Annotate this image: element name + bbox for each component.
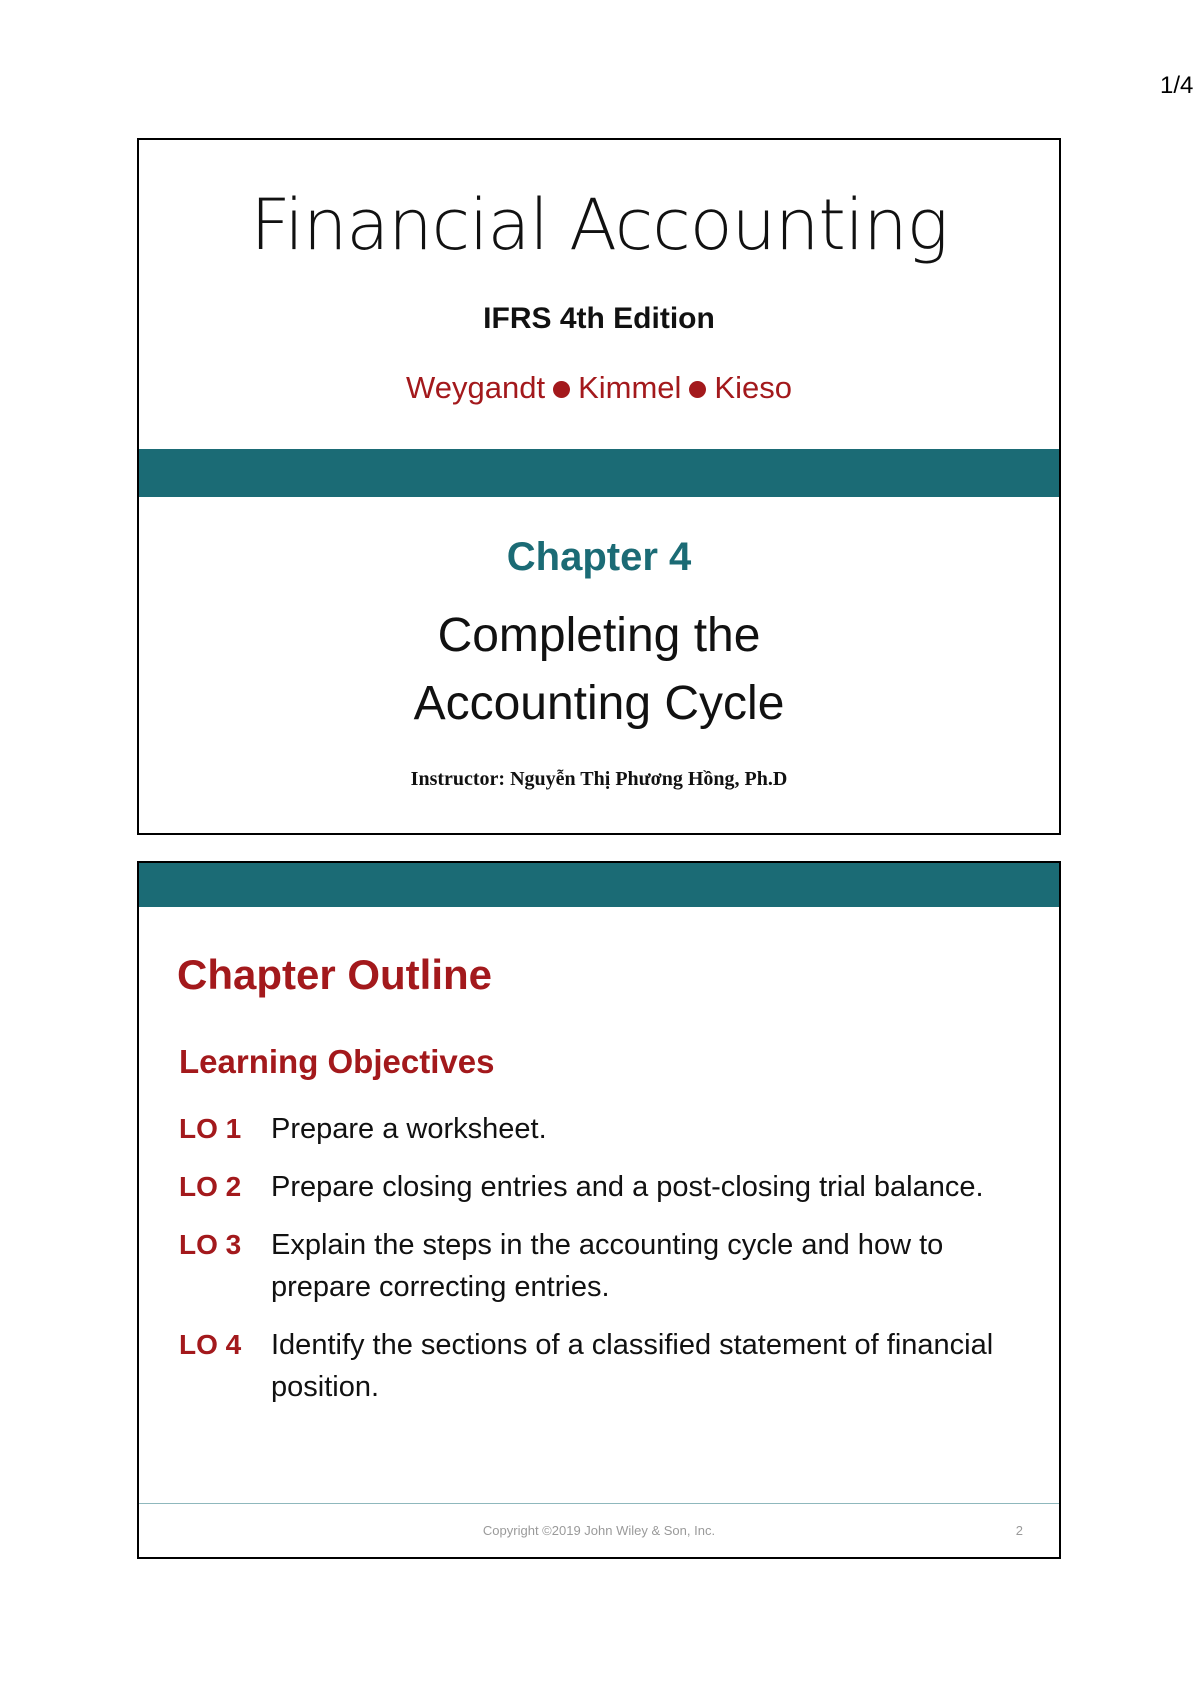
chapter-title (139, 602, 1059, 738)
bullet-dot-icon (553, 381, 570, 398)
objective-text: Prepare closing entries and a post-closing trial balance. (271, 1171, 984, 1203)
slide-heading: Chapter Outline (177, 951, 493, 998)
chapter-title-line: Accounting Cycle (413, 677, 785, 730)
list-item (179, 1224, 999, 1308)
list-item (179, 1166, 999, 1208)
objective-code: LO 2 (179, 1171, 242, 1202)
objective-code: LO 3 (179, 1229, 242, 1260)
author-name: Kimmel (578, 370, 682, 405)
page-number: 1/4 (1160, 72, 1194, 99)
author-name: Kieso (714, 370, 792, 405)
bullet-dot-icon (689, 381, 706, 398)
footer-divider (139, 1503, 1059, 1504)
objective-text: Prepare a worksheet. (271, 1113, 547, 1145)
instructor-line: Instructor: Nguyễn Thị Phương Hồng, Ph.D (410, 768, 788, 790)
title-slide (137, 138, 1061, 835)
chapter-title-line: Completing the (437, 609, 761, 662)
title-divider-band (139, 449, 1059, 497)
outline-slide (137, 861, 1061, 1559)
author-name: Weygandt (406, 370, 546, 405)
objective-code: LO 1 (179, 1113, 242, 1144)
objective-text: Explain the steps in the accounting cycle and how to prepare correcting entries. (271, 1229, 944, 1303)
objective-code: LO 4 (179, 1329, 242, 1360)
learning-objectives-list (179, 1108, 999, 1424)
list-item (179, 1108, 999, 1150)
slide-subheading: Learning Objectives (179, 1043, 495, 1080)
list-item (179, 1324, 999, 1408)
authors-line (139, 370, 1059, 406)
edition-label: IFRS 4th Edition (483, 302, 715, 335)
chapter-label: Chapter 4 (506, 535, 692, 579)
book-title: Financial Accounting (250, 184, 948, 266)
copyright-notice: Copyright ©2019 John Wiley & Son, Inc. (482, 1523, 716, 1538)
header-band (139, 863, 1059, 907)
objective-text: Identify the sections of a classified statement of financial position. (271, 1329, 994, 1403)
slide-number: 2 (1015, 1523, 1023, 1538)
